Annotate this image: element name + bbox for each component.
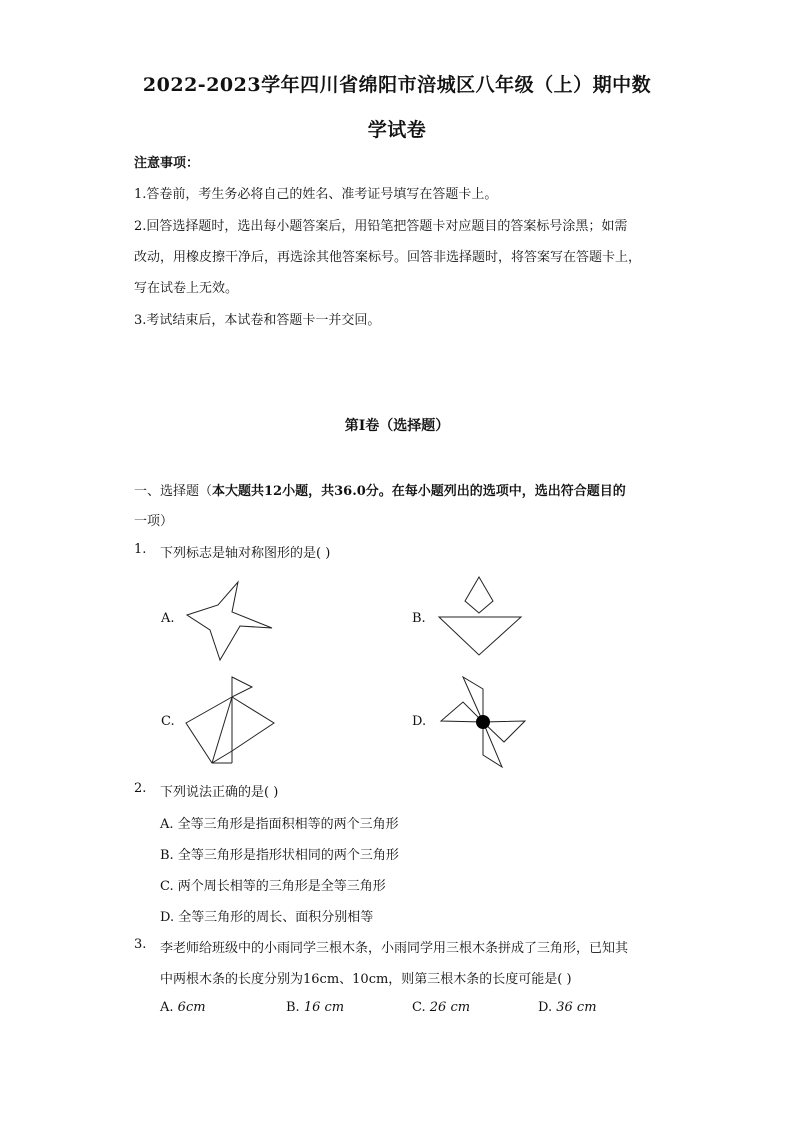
notice-item: 写在试卷上无效。: [134, 281, 239, 296]
section-heading-bold: 本大题共12小题，共36.0分。在每小题列出的选项中，选出符合题目的: [212, 484, 626, 499]
windmill-icon: [436, 675, 531, 770]
option-a: [160, 1000, 206, 1015]
question-number: 2.: [134, 781, 147, 796]
option-d: [160, 906, 373, 925]
option-b: [286, 1000, 344, 1015]
question-text-line2: 中两根木条的长度分别为16cm、10cm，则第三根木条的长度可能是( ): [160, 972, 572, 987]
option-text: 26 cm: [429, 1000, 471, 1015]
option-b: [160, 844, 399, 863]
option-text: 36 cm: [556, 1000, 597, 1015]
triangle-kite-icon: [435, 575, 525, 660]
option-label: D.: [538, 1000, 553, 1015]
pinwheel-star-icon: [180, 580, 280, 665]
notice-item: 1.答卷前，考生务必将自己的姓名、准考证号填写在答题卡上。: [134, 187, 498, 202]
question-text: 下列说法正确的是( ): [160, 785, 279, 800]
page-title: 2022-2023学年四川省绵阳市涪城区八年级（上）期中数: [142, 74, 652, 96]
option-label: C.: [412, 1000, 426, 1015]
section-heading: [134, 480, 626, 499]
option-text: 全等三角形的周长、面积分别相等: [178, 910, 374, 925]
question-text: 下列标志是轴对称图形的是( ): [160, 546, 331, 561]
option-label: A.: [160, 817, 174, 832]
option-label: C.: [160, 879, 174, 894]
option-text: 16 cm: [303, 1000, 345, 1015]
page-title-line2: 学试卷: [367, 119, 427, 141]
option-c: [412, 1000, 470, 1015]
notice-heading: 注意事项：: [134, 156, 200, 171]
section-heading-line2: 一项）: [134, 514, 174, 529]
option-c: [160, 875, 386, 894]
question-number: 1.: [134, 542, 147, 557]
notice-item: 改动，用橡皮擦干净后，再选涂其他答案标号。回答非选择题时，将答案写在答题卡上，: [134, 250, 642, 265]
option-d: [538, 1000, 597, 1015]
option-text: 全等三角形是指形状相同的两个三角形: [177, 848, 399, 863]
question-text: 李老师给班级中的小雨同学三根木条，小雨同学用三根木条拼成了三角形，已知其: [160, 941, 629, 956]
option-a: [160, 813, 399, 832]
option-label-c: C.: [161, 714, 175, 729]
flag-triangles-icon: [182, 675, 282, 770]
notice-item: 3.考试结束后，本试卷和答题卡一并交回。: [134, 313, 381, 328]
option-text: 全等三角形是指面积相等的两个三角形: [177, 817, 399, 832]
option-label: B.: [286, 1000, 300, 1015]
option-label: B.: [160, 848, 174, 863]
question-number: 3.: [134, 937, 147, 952]
part-heading: 第Ⅰ卷（选择题）: [344, 418, 450, 434]
option-label-b: B.: [412, 611, 426, 626]
section-heading-prefix: 一、选择题（: [134, 484, 213, 499]
notice-item: 2.回答选择题时，选出每小题答案后，用铅笔把答题卡对应题目的答案标号涂黑；如需: [134, 219, 628, 234]
option-label: D.: [160, 910, 175, 925]
option-text: 6cm: [177, 1000, 206, 1015]
option-text: 两个周长相等的三角形是全等三角形: [177, 879, 386, 894]
option-label-a: A.: [161, 611, 175, 626]
option-label: A.: [160, 1000, 174, 1015]
option-label-d: D.: [412, 714, 427, 729]
